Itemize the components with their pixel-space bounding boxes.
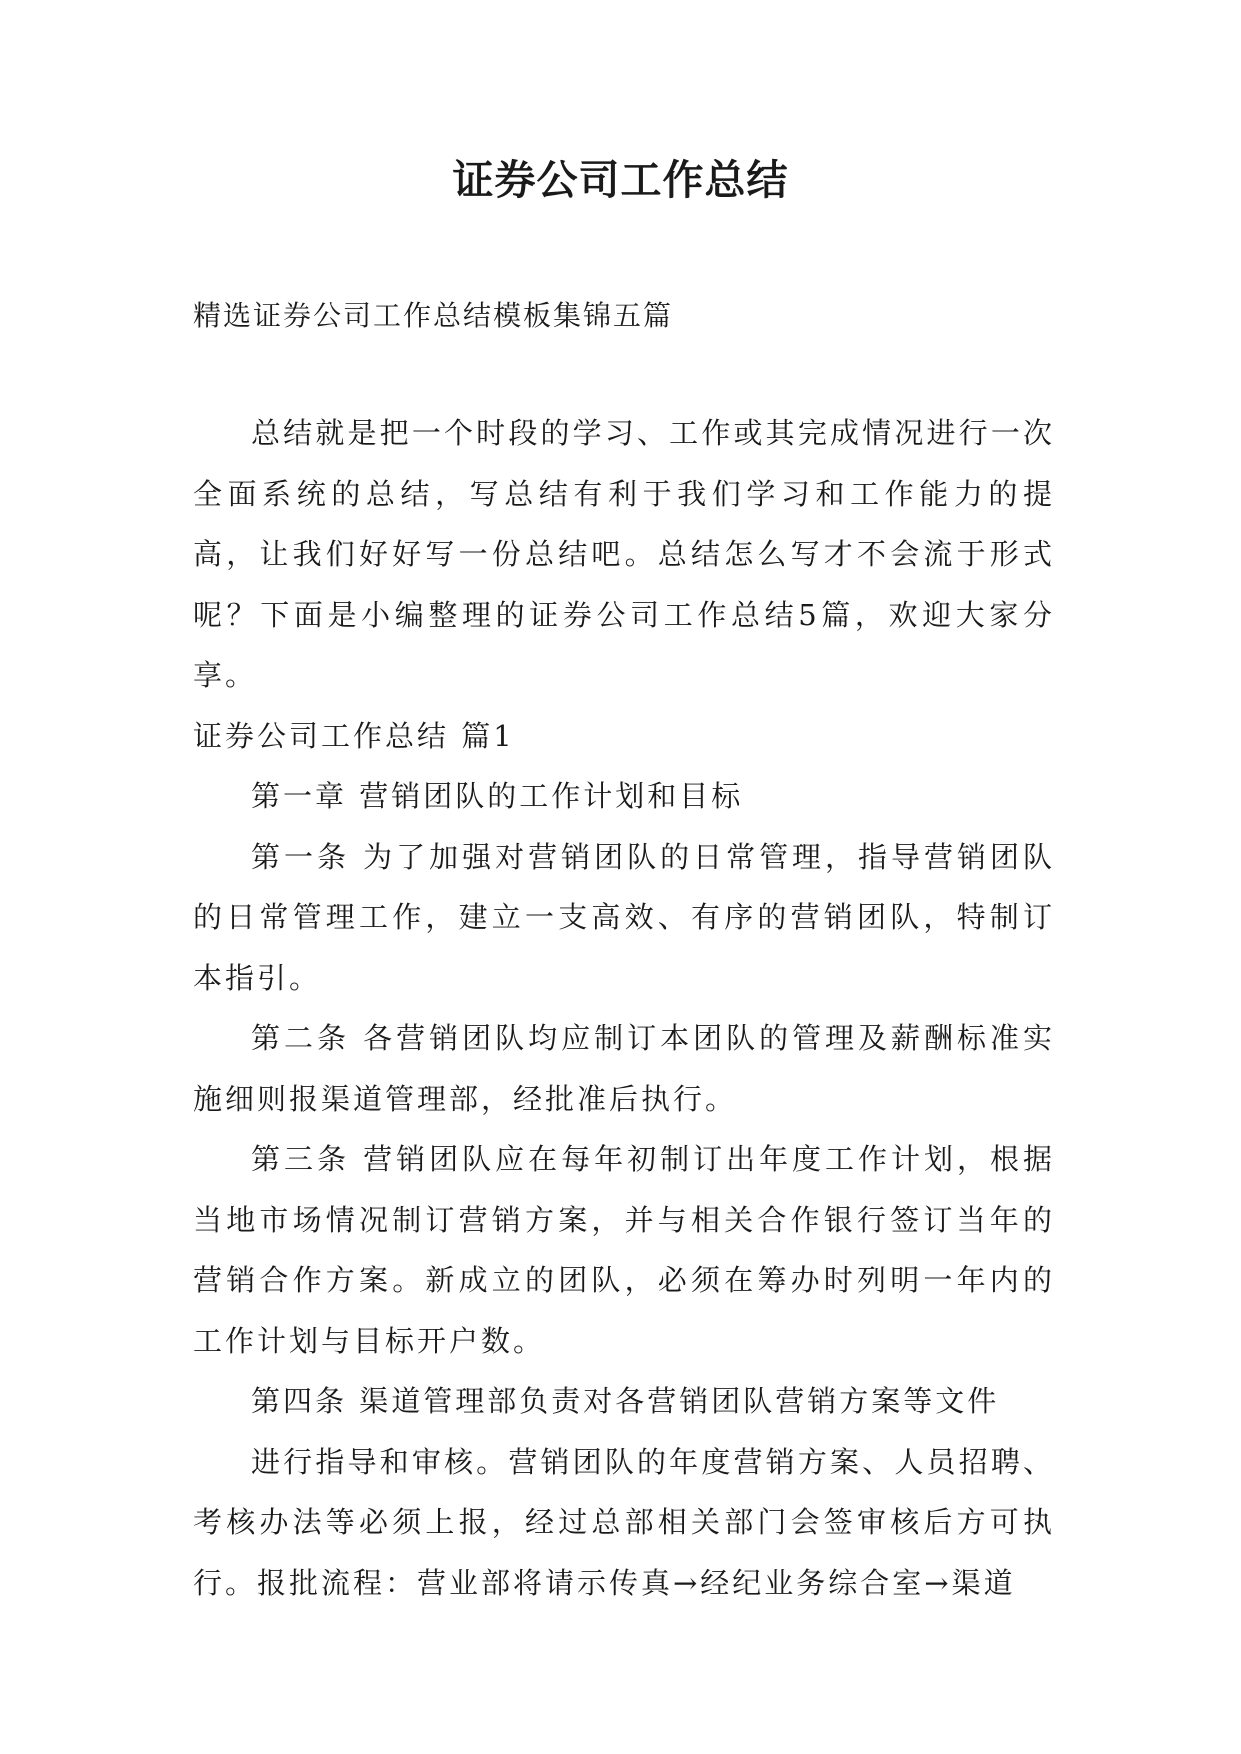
section-heading: 证券公司工作总结 篇1	[193, 718, 515, 753]
document-body	[193, 403, 1055, 1613]
document-subtitle: 精选证券公司工作总结模板集锦五篇	[193, 299, 674, 332]
article-paragraph: 第一条 为了加强对营销团队的日常管理，指导营销团队的日常管理工作，建立一支高效、有序的营销团队，特制订本指引。	[193, 839, 1055, 995]
document-title: 证券公司工作总结	[452, 156, 789, 204]
article-paragraph: 第二条 各营销团队均应制订本团队的管理及薪酬标准实施细则报渠道管理部，经批准后执行。	[193, 1021, 1055, 1116]
chapter-heading: 第一章 营销团队的工作计划和目标	[251, 779, 744, 813]
continuation-paragraph: 进行指导和审核。营销团队的年度营销方案、人员招聘、考核办法等必须上报，经过总部相关部门会签审核后方可执行。报批流程：营业部将请示传真→经纪业务综合室→渠道	[193, 1444, 1055, 1600]
intro-paragraph: 总结就是把一个时段的学习、工作或其完成情况进行一次全面系统的总结，写总结有利于我们学习和工作能力的提高，让我们好好写一份总结吧。总结怎么写才不会流于形式呢？下面是小编整理的证券公司工作总结5篇，欢迎大家分享。	[193, 416, 1055, 692]
article-paragraph: 第四条 渠道管理部负责对各营销团队营销方案等文件	[251, 1384, 1000, 1418]
article-paragraph: 第三条 营销团队应在每年初制订出年度工作计划，根据当地市场情况制订营销方案，并与相关合作银行签订当年的营销合作方案。新成立的团队，必须在筹办时列明一年内的工作计划与目标开户数。	[193, 1142, 1055, 1358]
